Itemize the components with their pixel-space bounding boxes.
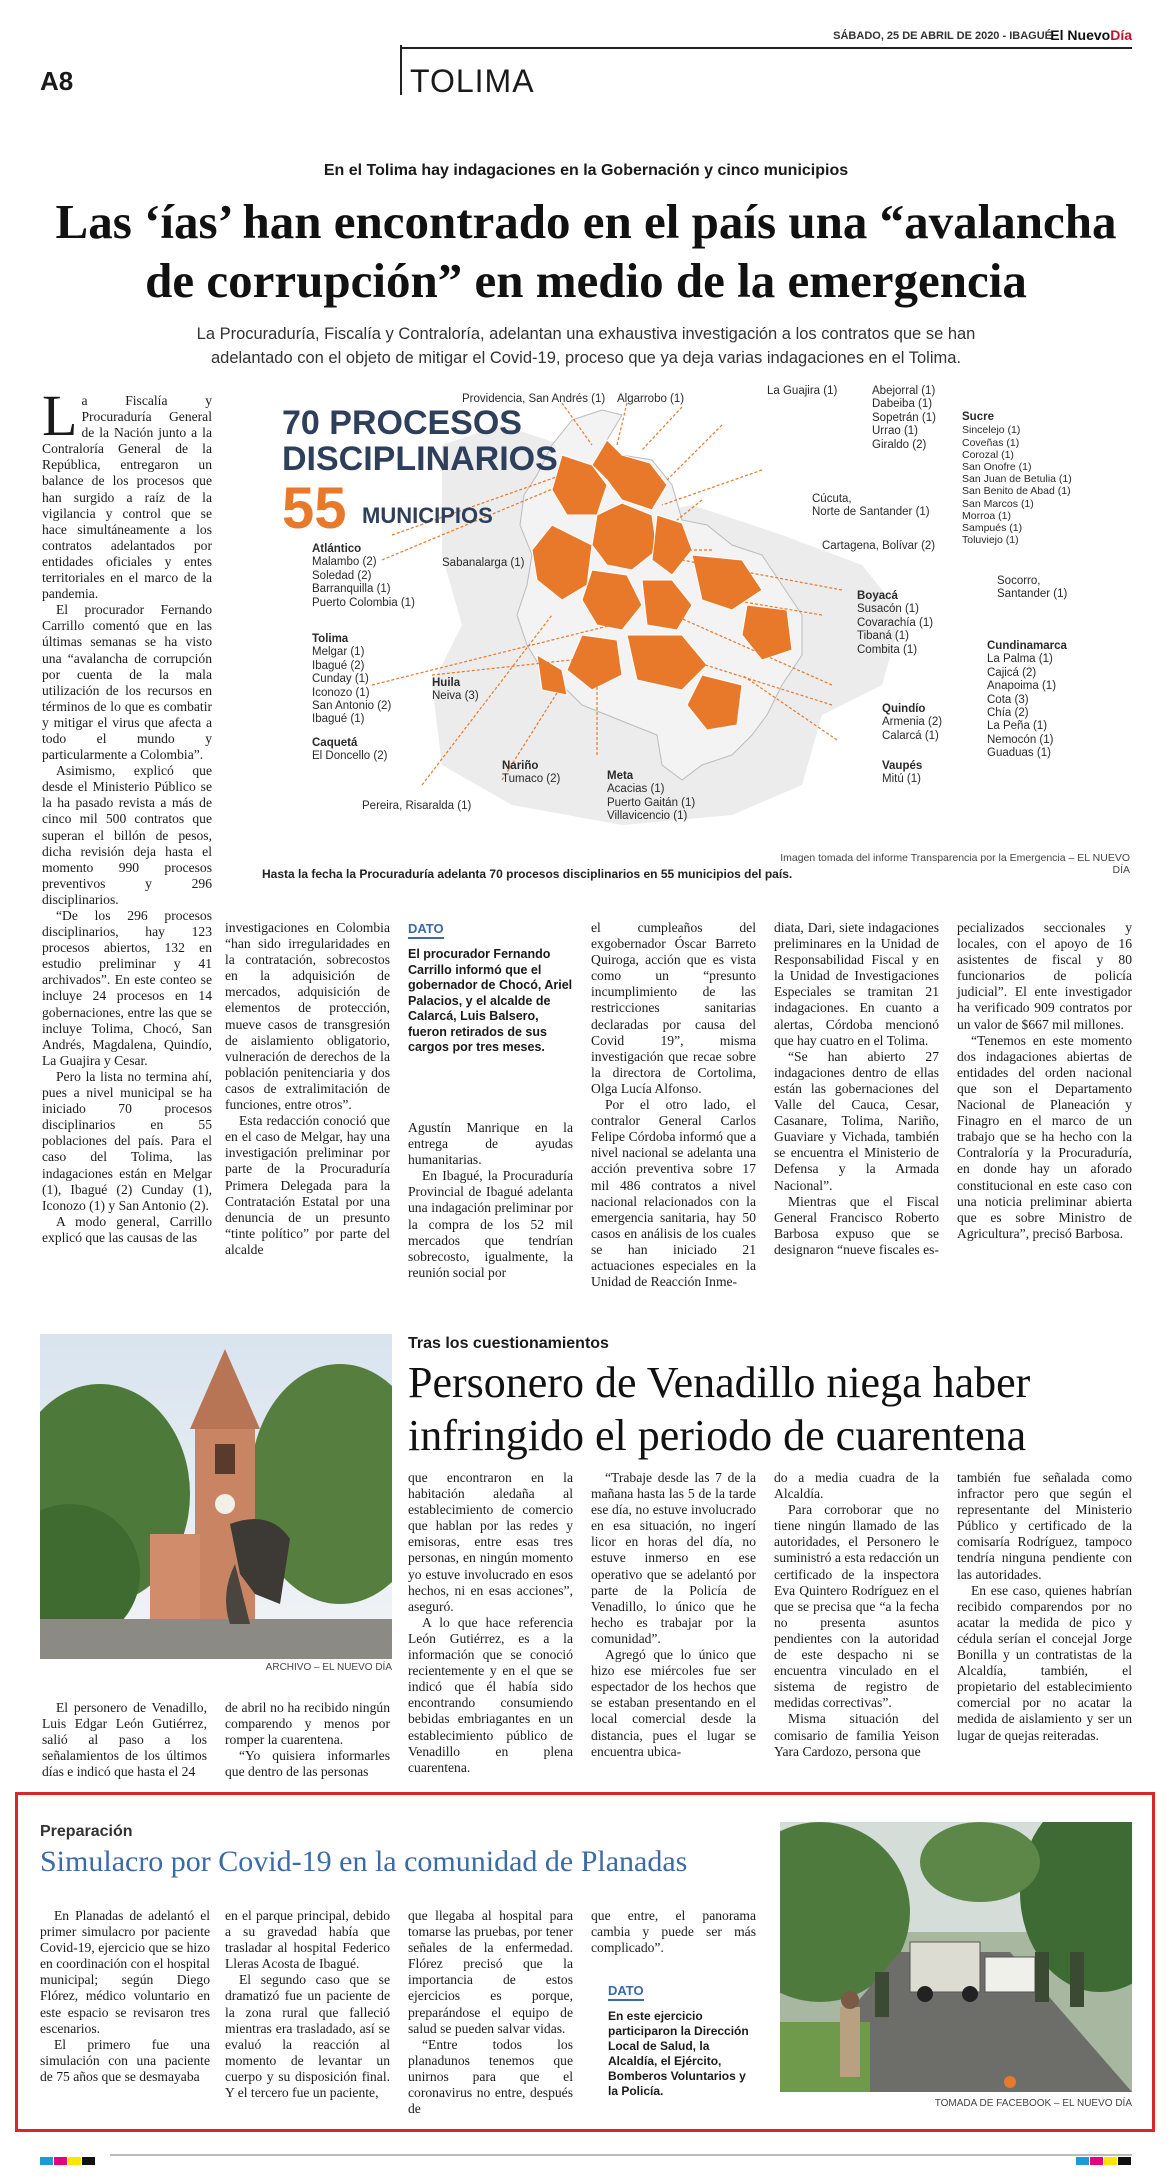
label-tolima: Tolima Melgar (1) Ibagué (2) Cunday (1) Iconozo (1) San Antonio (2) Ibagué (1) xyxy=(312,633,392,726)
brand-logo: El NuevoDía xyxy=(1050,27,1132,43)
label-algarrobo: Algarrobo (1) xyxy=(617,393,685,405)
lead-column-2: investigaciones en Colombia “han sido irregularidades en la contratación, sobrecostos en la adquisición de mercados, adquisición de elementos de protección, mueve casos de transgresión de aislamiento obligatorio, vulneración de derechos de la población penitenciaria y dos casos de extralimitación de funciones, entre otros”. Esta redacción conoció que en el caso de Melgar, hay una investigación preliminar por parte de la Procuraduría Primera Delegada para la Contratación Estatal por una denuncia de un presunto “tinte político” por parte del alcalde xyxy=(225,920,390,1257)
infographic-credit: Imagen tomada del informe Transparencia por la Emergencia – EL NUEVO DÍA xyxy=(780,852,1130,876)
lead-dato-box xyxy=(408,918,573,1056)
story2-column-2: de abril no ha recibido ningún comparendo y menos por romper la cuarentena. “Yo quisiera informarles que dentro de las personas xyxy=(225,1700,390,1780)
story3-column-4: que entre, el panorama cambia y puede ser más complicado”. xyxy=(591,1908,756,1956)
infographic-subtitle: MUNICIPIOS xyxy=(362,503,493,528)
masthead-rule xyxy=(400,47,1132,49)
road-photo xyxy=(780,1822,1132,2092)
venadillo-photo-credit: ARCHIVO – EL NUEVO DÍA xyxy=(265,1662,392,1673)
label-sucre: Sucre Sincelejo (1) Coveñas (1) Corozal (1) San Onofre (1) San Juan de Betulia (1) San Benito de Abad (1) San Marcos (1) Morroa (1) Sampués (1) Toluviejo (1) xyxy=(962,411,1072,547)
dato-text: En este ejercicio participaron la Dirección Local de Salud, la Alcaldía, el Ejército, Bomberos Voluntarios y la Policía. xyxy=(608,2009,749,2098)
masthead xyxy=(0,0,1172,99)
story2-column-1: El personero de Venadillo, Luis Edgar León Gutiérrez, salió al paso a los señalamientos de los últimos días e indicó que hasta el 24 xyxy=(42,1700,207,1780)
label-cucuta: Cúcuta, Norte de Santander (1) xyxy=(812,493,930,519)
story2-column-3: que encontraron en la habitación aledaña al establecimiento de comercio que hablan por las redes y emisoras, entre esas tres personas, en ningún momento yo estuve involucrado en esos hechos, ni en esas acciones”, aseguró. A lo que hace referencia León Gutiérrez, es a la información que se conoció recientemente y en el que se indicó que él había sido encontrando consumiendo bebidas embriagantes en un establecimiento público de Venadillo en plena cuarentena. xyxy=(408,1470,573,1775)
color-bar-right xyxy=(1076,2150,1132,2169)
lead-deck: La Procuraduría, Fiscalía y Contraloría, adelantan una exhaustiva investigación a los contratos que se han adelantado con el objeto de mitigar el Covid-19, proceso que ya deja varias indagaciones en el Tolima. xyxy=(196,325,976,367)
lead-column-4: el cumpleaños del exgobernador Óscar Barreto Quiroga, acción que es vista como un “presunto incumplimiento de las restricciones sanitarias declaradas por causa del Covid 19”, misma investigación que recae sobre la directora de Cortolima, Olga Lucía Alfonso. Por el otro lado, el contralor General Carlos Felipe Córdoba informó que a nivel nacional se adelanta una acción preventiva sobre 17 mil 486 contratos a nivel nacional relacionados con la emergencia sanitaria, hay 50 casos en análisis de los cuales se han iniciado 21 actuaciones especiales en la Unidad de Reacción Inme- xyxy=(591,920,756,1290)
story2-headline: Personero de Venadillo niega haber infringido el periodo de cuarentena xyxy=(408,1358,1031,1460)
section-title: TOLIMA xyxy=(410,63,535,99)
lead-column-1: La Fiscalía y Procuraduría General de la Nación junto a la Contraloría General de la República, entregaron un balance de los procesos que han surgido a raíz de la vigilancia y control que se hace simultáneamente a los contratos adelantados por entidades oficiales y entes territoriales en el marco de la pandemia. El procurador Fernando Carrillo comentó que en las últimas semanas se ha visto una “avalancha de corrupción por cuenta de la mala utilización de los recursos en términos de lo que es combatir y mitigar el virus que afecta a todo el mundo y particularmente a Colombia”. Asimismo, explicó que desde el Ministerio Público se la ha pasado revista a más de cinco mil 500 contratos que superan el billón de pesos, dicha revisión deja hasta el momento 990 procesos preventivos y 296 disciplinarios. “De los 296 procesos disciplinarios, hay 123 procesos abiertos, 132 en estudio preliminar y 41 archivados”. En este conteo se incluye 24 procesos en 14 gobernaciones, entre las que se incluye Tolima, Chocó, San Andrés, Magdalena, Quindío, La Guajira y Cesar. Pero la lista no termina ahí, pues a nivel municipal se ha iniciado 70 procesos disciplinarios en 55 poblaciones del país. Para el caso del Tolima, las indagaciones están en Melgar (1), Ibagué (2) Cunday (1), Iconozo (1) y San Antonio (2). A modo general, Carrillo explicó que las causas de las xyxy=(42,383,212,1245)
story2-column-5: do a media cuadra de la Alcaldía. Para corroborar que no tiene ningún llamado de las autoridades, el Personero le suministró a esta redacción un certificado de la inspectora Eva Quintero Rodríguez en el que se precisa que “a la fecha no presenta asuntos pendientes con la autoridad de este despacho ni se encuentra vinculado en el sistema de registro de medidas correctivas”. Misma situación del comisario de familia Yeison Yara Cardozo, persona que xyxy=(774,1470,939,1759)
label-caqueta: Caquetá El Doncello (2) xyxy=(312,737,388,763)
infographic-big-number: 55 xyxy=(282,476,347,541)
story3-column-1: En Planadas de adelantó el primer simulacro por paciente Covid-19, ejercicio que se hizo en coordinación con el hospital municipal; según Diego Flórez, médico voluntario en este espacio se revisaron tres escenarios. El primero fue una simulación con una paciente de 75 años que se desmayaba xyxy=(40,1908,210,2084)
story2-column-6: también fue señalada como infractor pero que según el representante del Ministerio Público y certificado de la comisaría Rodríguez, tampoco tendría ninguna pendiente con las autoridades. En ese caso, quienes habrían recibido comparendos por no acatar la medida de pico y cédula serían el concejal Jorge Bonilla y un contratistas de la Alcaldía, también, el propietario del establecimiento comercial por no acatar la medida de aislamiento y ser un lugar de quejas reiteradas. xyxy=(957,1470,1132,1743)
lead-headline: Las ‘ías’ han encontrado en el país una “avalancha de corrupción” en medio de la emergencia xyxy=(55,194,1117,308)
dato-text: El procurador Fernando Carrillo informó que el gobernador de Chocó, Ariel Palacios, y el alcalde de Calarcá, Luis Balsero, fueron retirados de sus cargos por tres meses. xyxy=(408,947,573,1054)
page-number: A8 xyxy=(40,66,74,96)
label-quindio: Quindío Armenia (2) Calarcá (1) xyxy=(882,703,943,742)
label-sabanalarga: Sabanalarga (1) xyxy=(442,557,525,569)
story3-dato-box xyxy=(608,1980,758,2099)
label-huila: Huila Neiva (3) xyxy=(432,677,479,703)
label-pereira: Pereira, Risaralda (1) xyxy=(362,800,472,812)
label-narino: Nariño Tumaco (2) xyxy=(502,760,561,786)
simulacro-photo-credit: TOMADA DE FACEBOOK – EL NUEVO DÍA xyxy=(934,2098,1132,2109)
label-boyaca: Boyacá Susacón (1) Covarachía (1) Tibaná (1) Combita (1) xyxy=(857,590,934,656)
infographic-title: 70 PROCESOS DISCIPLINARIOS xyxy=(282,404,558,478)
label-socorro: Socorro, Santander (1) xyxy=(997,575,1068,601)
story2-kicker: Tras los cuestionamientos xyxy=(408,1335,609,1352)
label-antioquia: Abejorral (1) Dabeiba (1) Sopetrán (1) Urrao (1) Giraldo (2) xyxy=(872,385,936,451)
date-line: SÁBADO, 25 DE ABRIL DE 2020 - IBAGUÉ xyxy=(833,30,1052,42)
label-cundinamarca: Cundinamarca La Palma (1) Cajicá (2) Anapoima (1) Cota (3) Chía (2) La Peña (1) Nemocón (1) Guaduas (1) xyxy=(987,640,1067,760)
dato-label: DATO xyxy=(408,921,444,939)
simulacro-photo xyxy=(780,1822,1132,2092)
footer-rule xyxy=(110,2154,1132,2156)
label-providencia: Providencia, San Andrés (1) xyxy=(462,393,606,405)
story3-column-3: que llegaba al hospital para tomarse las pruebas, por tener señales de la enfermedad. Flórez precisó que la importancia de estos ejercicios es porque, preparándose el equipo de salud se pueden salvar vidas. “Entre todos los planadunos tenemos que unirnos para que el coronavirus no entre, después de xyxy=(408,1908,573,2117)
story3-kicker: Preparación xyxy=(40,1823,133,1840)
section-divider xyxy=(400,45,402,95)
venadillo-photo xyxy=(40,1334,392,1659)
story3-headline: Simulacro por Covid-19 en la comunidad de Planadas xyxy=(40,1845,688,1878)
church-photo xyxy=(40,1334,392,1659)
lead-column-5: diata, Dari, siete indagaciones preliminares en la Unidad de Responsabilidad Fiscal y en la Unidad de Investigaciones Especiales se tramitan 21 indagaciones. En cuanto a alertas, Córdoba mencionó que hay cuatro en el Tolima. “Se han abierto 27 indagaciones dentro de ellas están las gobernaciones del Valle del Cauca, Cesar, Casanare, Tolima, Nariño, Guaviare y Vichada, también se encuentra el Ministerio de Defensa y la Armada Nacional”. Mientras que el Fiscal General Francisco Roberto Barbosa expuso que se designaron “nueve fiscales es- xyxy=(774,920,939,1257)
infographic xyxy=(262,385,1132,845)
story2-column-4: “Trabaje desde las 7 de la mañana hasta las 5 de la tarde ese día, no estuve involucrado en esa situación, no ingerí licor en horas del día, no estuve inmerso en ese operativo que se adelantó por parte de la Policía de Venadillo, lo único que he hecho es trabajar por la comunidad”. Agregó que lo único que hizo ese miércoles fue ser espectador de los hechos que se estaban presentando en el local comercial desde la distancia, pues el lugar se encuentra ubica- xyxy=(591,1470,756,1759)
color-bar-left xyxy=(40,2150,96,2169)
lead-column-6: pecializados seccionales y locales, con el apoyo de 16 asistentes de fiscal y 80 funcionarios de policía judicial”. El ente investigador ha verificado 909 contratos por un valor de $667 mil millones. “Tenemos en este momento dos indagaciones abiertas de entidades del orden nacional que son el Departamento Nacional de Planeación y Finagro en el marco de un trabajo que se ha hecho con la Contraloría y la Procuraduría, en donde hay un aforado constitucional en este caso con una noticia preliminar abierta que es sobre Ministro de Agricultura”, precisó Barbosa. xyxy=(957,920,1132,1241)
label-atlantico: Atlántico Malambo (2) Soledad (2) Barranquilla (1) Puerto Colombia (1) xyxy=(312,543,415,609)
label-meta: Meta Acacias (1) Puerto Gaitán (1) Villavicencio (1) xyxy=(607,770,696,823)
infographic-caption: Hasta la fecha la Procuraduría adelanta 70 procesos disciplinarios en 55 municipios del país. xyxy=(262,867,793,881)
lead-kicker: En el Tolima hay indagaciones en la Gobernación y cinco municipios xyxy=(323,162,849,179)
dato-label: DATO xyxy=(608,1983,644,2001)
story3-column-2: en el parque principal, debido a su gravedad había que trasladar al hospital Federico Lleras Acosta de Ibagué. El segundo caso que se dramatizó fue un paciente de la zona rural que falleció mientras era trasladado, así se evaluó la reacción al momento de levantar un cuerpo y su disposición final. Y el tercero fue un paciente, xyxy=(225,1908,390,2101)
label-vaupes: Vaupés Mitú (1) xyxy=(882,760,923,786)
label-cartagena: Cartagena, Bolívar (2) xyxy=(822,540,936,552)
lead-column-3: Agustín Manrique en la entrega de ayudas humanitarias. En Ibagué, la Procuraduría Provincial de Ibagué adelanta una indagación preliminar por la compra de los 52 mil mercados que tendrían sobrecosto, igualmente, la reunión social por xyxy=(408,1120,573,1280)
label-laguajira: La Guajira (1) xyxy=(767,385,838,397)
